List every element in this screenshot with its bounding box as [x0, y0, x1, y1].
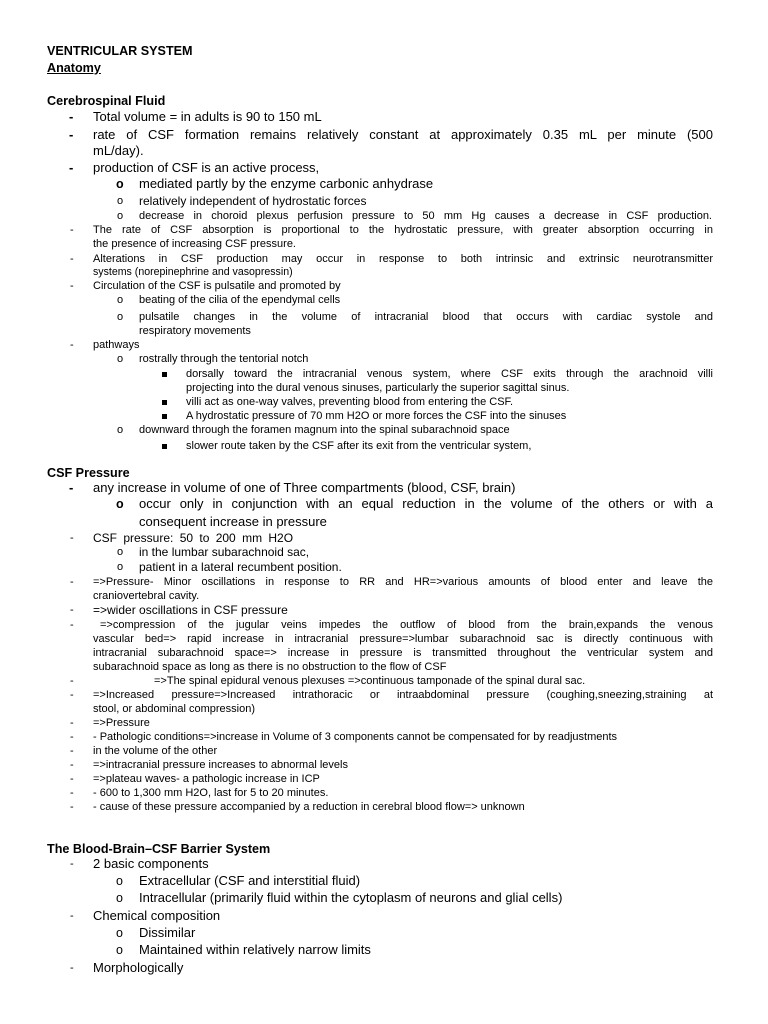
list-item-text: patient in a lateral recumbent position.: [139, 560, 342, 574]
dash-bullet: -: [70, 717, 74, 729]
o-bullet: o: [116, 874, 123, 888]
dash-bullet: -: [69, 127, 74, 142]
list-item-text: CSF pressure: 50 to 200 mm H2O: [93, 531, 294, 545]
dash-bullet: -: [70, 604, 74, 616]
list-item-text: A hydrostatic pressure of 70 mm H2O or more forces the CSF into the sinuses: [186, 410, 567, 422]
list-item-text: - cause of these pressure accompanied by a reduction in cerebral blood flow=> unknown: [93, 801, 525, 813]
dash-bullet: -: [70, 731, 74, 743]
list-item-text: =>Pressure- Minor oscillations in response to RR and HR=>various amounts of blood enter and leave the: [93, 576, 713, 588]
list-item-text: Circulation of the CSF is pulsatile and promoted by: [93, 280, 341, 292]
list-item-text: =>intracranial pressure increases to abnormal levels: [93, 759, 348, 771]
list-item-text: in the volume of the other: [93, 745, 218, 757]
dash-bullet: -: [70, 224, 74, 236]
square-bullet-icon: [162, 400, 167, 405]
list-item-text: 2 basic components: [93, 856, 209, 871]
list-item-text: Morphologically: [93, 960, 184, 975]
dash-bullet: -: [70, 689, 74, 701]
o-bullet: o: [117, 210, 124, 222]
list-item-text: downward through the foramen magnum into the spinal subarachnoid space: [139, 424, 510, 436]
list-item-text: Extracellular (CSF and interstitial fluid): [139, 873, 361, 888]
list-item-text: rate of CSF formation remains relatively constant at approximately 0.35 mL per minute (500: [93, 127, 713, 142]
dash-bullet: -: [70, 280, 74, 292]
list-item-text: =>Increased pressure=>Increased intrathoracic or intraabdominal pressure (coughing,sneezing,straining at: [93, 689, 713, 701]
dash-bullet: -: [70, 759, 74, 771]
list-item-text: The rate of CSF absorption is proportional to the hydrostatic pressure, with greater absorption occurring in: [93, 224, 713, 236]
list-item-text: occur only in conjunction with an equal reduction in the volume of the others or with a: [139, 496, 713, 511]
list-item-text: the presence of increasing CSF pressure.: [93, 238, 296, 250]
o-bullet: o: [117, 546, 124, 558]
list-item-text: systems (norepinephrine and vasopressin): [93, 266, 293, 278]
square-bullet-icon: [162, 444, 167, 449]
o-bullet: o: [116, 891, 123, 905]
list-item-text: dorsally toward the intracranial venous system, where CSF exits through the arachnoid villi: [186, 368, 713, 380]
list-item-text: respiratory movements: [139, 325, 251, 337]
dash-bullet: -: [70, 910, 74, 922]
o-bullet: o: [117, 424, 124, 436]
list-item-text: stool, or abdominal compression): [93, 703, 256, 715]
list-item-text: Alterations in CSF production may occur in response to both intrinsic and extrinsic neurotransmitter: [93, 253, 713, 265]
list-item-text: =>compression of the jugular veins impedes the outflow of blood from the brain,expands the venous: [100, 619, 713, 631]
o-bullet: o: [117, 353, 124, 365]
list-item-text: slower route taken by the CSF after its exit from the ventricular system,: [186, 440, 532, 452]
list-item-text: Dissimilar: [139, 925, 196, 940]
list-item-text: pulsatile changes in the volume of intracranial blood that occurs with cardiac systole and: [139, 311, 713, 323]
dash-bullet: -: [70, 675, 74, 687]
list-item-text: =>plateau waves- a pathologic increase in ICP: [93, 773, 320, 785]
o-bullet: o: [117, 561, 124, 573]
list-item-text: =>Pressure: [93, 717, 150, 729]
list-item-text: subarachnoid space as long as there is no obstruction to the flow of CSF: [93, 661, 447, 673]
list-item-text: Maintained within relatively narrow limits: [139, 942, 371, 957]
list-item-text: production of CSF is an active process,: [93, 160, 320, 175]
dash-bullet: -: [70, 787, 74, 799]
o-bullet: o: [117, 311, 124, 323]
list-item-text: vascular bed=> rapid increase in intracranial pressure=>lumbar subarachnoid sac is directly continuous with: [93, 633, 713, 645]
list-item-text: =>The spinal epidural venous plexuses =>continuous tamponade of the spinal dural sac.: [154, 675, 586, 687]
heading-cerebrospinal-fluid: Cerebrospinal Fluid: [47, 94, 166, 108]
list-item-text: Intracellular (primarily fluid within the cytoplasm of neurons and glial cells): [139, 890, 563, 905]
list-item-text: relatively independent of hydrostatic forces: [139, 194, 367, 208]
dash-bullet: -: [69, 480, 74, 495]
list-item-text: =>wider oscillations in CSF pressure: [93, 603, 288, 617]
square-bullet-icon: [162, 372, 167, 377]
list-item-text: intracranial subarachnoid space=> increase in pressure is transmitted throughout the ventricular system and: [93, 647, 713, 659]
dash-bullet: -: [70, 745, 74, 757]
list-item-text: pathways: [93, 339, 140, 351]
dash-bullet: -: [70, 339, 74, 351]
dash-bullet: -: [70, 576, 74, 588]
o-bullet: o: [116, 497, 124, 511]
dash-bullet: -: [70, 858, 74, 870]
o-bullet: o: [116, 943, 123, 957]
document-title: VENTRICULAR SYSTEM: [47, 44, 193, 58]
list-item-text: Chemical composition: [93, 908, 221, 923]
square-bullet-icon: [162, 414, 167, 419]
o-bullet: o: [116, 177, 124, 191]
o-bullet: o: [116, 926, 123, 940]
dash-bullet: -: [70, 962, 74, 974]
dash-bullet: -: [70, 801, 74, 813]
dash-bullet: -: [69, 160, 74, 175]
list-item-text: rostrally through the tentorial notch: [139, 353, 309, 365]
dash-bullet: -: [70, 532, 74, 544]
dash-bullet: -: [70, 773, 74, 785]
o-bullet: o: [117, 195, 124, 207]
heading-blood-brain-csf-barrier: The Blood-Brain–CSF Barrier System: [47, 842, 271, 856]
list-item-text: projecting into the dural venous sinuses, particularly the superior sagittal sinus.: [186, 382, 570, 394]
list-item-text: Total volume = in adults is 90 to 150 mL: [93, 109, 322, 124]
list-item-text: villi act as one-way valves, preventing blood from entering the CSF.: [186, 396, 514, 408]
o-bullet: o: [117, 294, 124, 306]
list-item-text: - Pathologic conditions=>increase in Volume of 3 components cannot be compensated for by readjustments: [93, 731, 618, 743]
list-item-text: mL/day).: [93, 143, 144, 158]
list-item-text: in the lumbar subarachnoid sac,: [139, 545, 310, 559]
dash-bullet: -: [70, 619, 74, 631]
list-item-text: any increase in volume of one of Three compartments (blood, CSF, brain): [93, 480, 516, 495]
list-item-text: decrease in choroid plexus perfusion pressure to 50 mm Hg causes a decrease in CSF production.: [139, 210, 712, 222]
list-item-text: mediated partly by the enzyme carbonic anhydrase: [139, 176, 434, 191]
section-subtitle-anatomy: Anatomy: [47, 61, 101, 75]
dash-bullet: -: [70, 253, 74, 265]
heading-csf-pressure: CSF Pressure: [47, 466, 130, 480]
list-item-text: craniovertebral cavity.: [93, 590, 200, 602]
list-item-text: beating of the cilia of the ependymal cells: [139, 294, 341, 306]
list-item-text: consequent increase in pressure: [139, 514, 327, 529]
list-item-text: - 600 to 1,300 mm H2O, last for 5 to 20 minutes.: [93, 787, 329, 799]
dash-bullet: -: [69, 109, 74, 124]
